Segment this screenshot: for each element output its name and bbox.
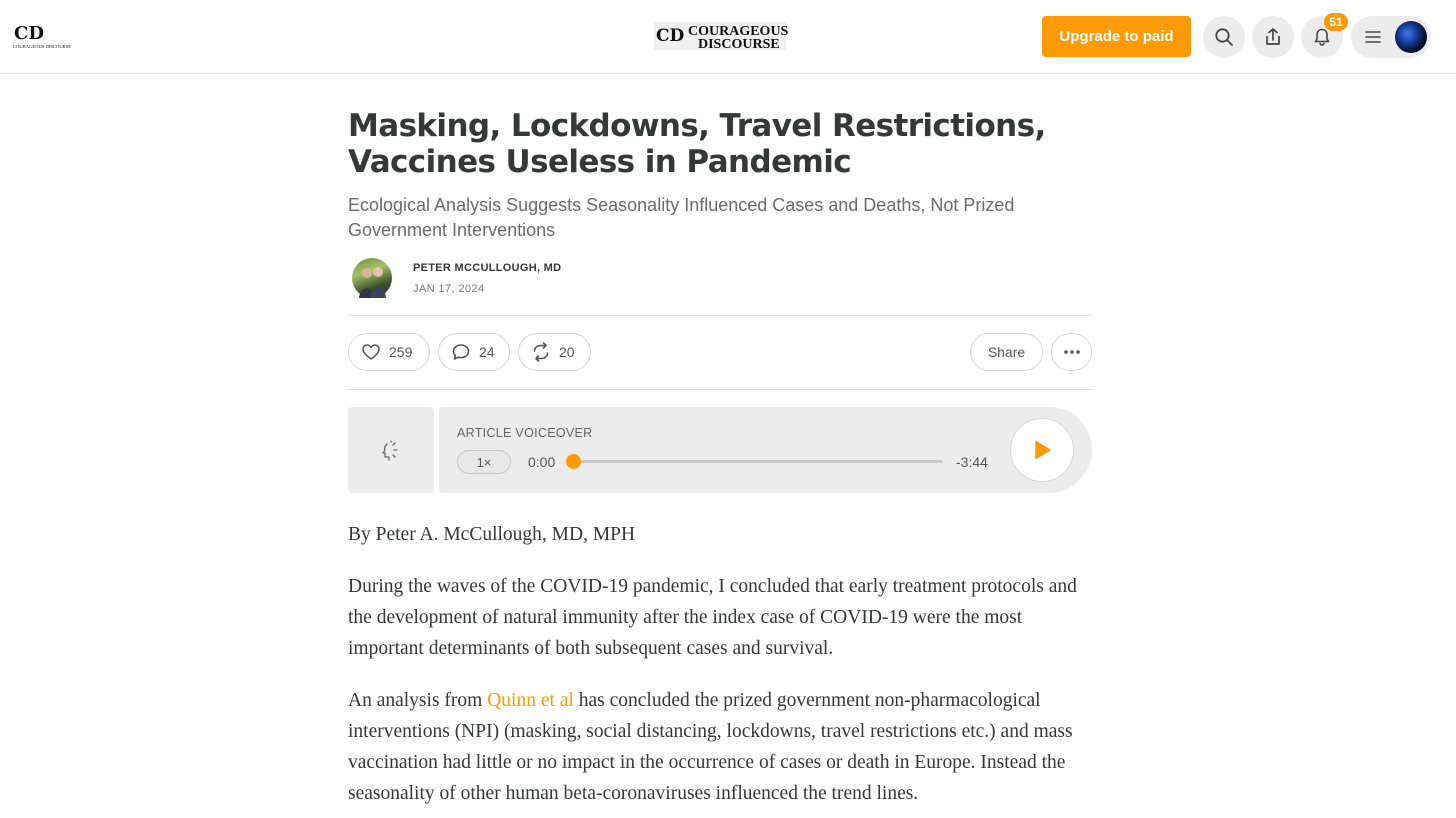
- restack-button[interactable]: [518, 333, 591, 371]
- speaking-head-icon: [348, 407, 434, 493]
- hamburger-menu-icon: [1365, 30, 1381, 44]
- heart-icon: [361, 342, 381, 362]
- logo-line1: COURAGEOUS: [688, 24, 789, 39]
- body-paragraph-2: [348, 685, 1092, 809]
- publication-logo-center[interactable]: [654, 22, 789, 52]
- more-dots-icon: [1063, 349, 1081, 355]
- top-navigation-bar: [0, 0, 1456, 74]
- restack-count: 20: [559, 344, 575, 360]
- audio-progress-track[interactable]: [573, 460, 943, 463]
- play-icon: [1031, 439, 1053, 461]
- comment-button[interactable]: [438, 333, 510, 371]
- divider-top: [348, 315, 1092, 316]
- search-button[interactable]: [1203, 16, 1245, 58]
- post-date: JAN 17, 2024: [413, 283, 485, 295]
- voiceover-thumbnail: [348, 407, 434, 493]
- publication-logo-small[interactable]: [12, 22, 72, 52]
- notification-count-badge: 51: [1324, 13, 1348, 31]
- search-icon: [1214, 27, 1234, 47]
- logo-caption-text: COURAGEOUS DISCOURSE: [13, 44, 72, 49]
- divider-bottom: [348, 389, 1092, 390]
- author-name-link[interactable]: PETER MCCULLOUGH, MD: [413, 262, 562, 274]
- quinn-et-al-link[interactable]: Quinn et al: [487, 690, 574, 711]
- logo-line2: DISCOURSE: [698, 37, 780, 52]
- comment-count: 24: [479, 344, 495, 360]
- share-button[interactable]: [970, 333, 1043, 371]
- playback-speed-button[interactable]: 1×: [457, 450, 511, 474]
- author-photo-icon: [352, 258, 392, 298]
- logo-mark-text: CD: [14, 23, 44, 44]
- voiceover-player: [439, 407, 1092, 493]
- voiceover-label: ARTICLE VOICEOVER: [457, 426, 593, 440]
- para2-text-after: has concluded the prized government non-pharmacological interventions (NPI) (masking, social distancing, lockdowns, travel restrictions etc.) and mass vaccination had little or no impact in the occurrence of cases or death in Europe. Instead the seasonality of other human beta-coronaviruses influenced the trend lines.: [348, 690, 1073, 804]
- more-options-button[interactable]: [1051, 333, 1092, 371]
- share-page-button[interactable]: [1252, 16, 1294, 58]
- user-avatar: [1395, 21, 1427, 53]
- center-logo-graphic: [654, 22, 789, 52]
- restack-arrows-icon: [531, 342, 551, 362]
- author-avatar[interactable]: [352, 258, 392, 298]
- byline-paragraph: By Peter A. McCullough, MD, MPH: [348, 524, 636, 545]
- current-time: 0:00: [528, 454, 556, 470]
- share-upload-icon: [1263, 27, 1283, 47]
- upgrade-to-paid-button[interactable]: Upgrade to paid: [1042, 16, 1191, 57]
- account-menu-button[interactable]: [1351, 16, 1431, 58]
- post-subtitle: Ecological Analysis Suggests Seasonality Influenced Cases and Deaths, Not Prized Government Interventions: [348, 195, 1015, 240]
- comment-bubble-icon: [451, 342, 471, 362]
- body-paragraph-1: During the waves of the COVID-19 pandemic, I concluded that early treatment protocols and the development of natural immunity after the index case of COVID-19 were the most important determinants of both subsequent cases and survival.: [348, 576, 1077, 659]
- remaining-time: -3:44: [956, 454, 988, 470]
- svg-text:CD: CD: [656, 26, 685, 46]
- para2-text-before: An analysis from: [348, 690, 488, 711]
- audio-scrub-handle[interactable]: [566, 454, 581, 469]
- like-button[interactable]: [348, 333, 430, 371]
- share-label: Share: [987, 344, 1026, 360]
- post-title: Masking, Lockdowns, Travel Restrictions, Vaccines Useless in Pandemic: [348, 108, 1046, 180]
- play-button[interactable]: [1010, 418, 1074, 482]
- like-count: 259: [389, 344, 413, 360]
